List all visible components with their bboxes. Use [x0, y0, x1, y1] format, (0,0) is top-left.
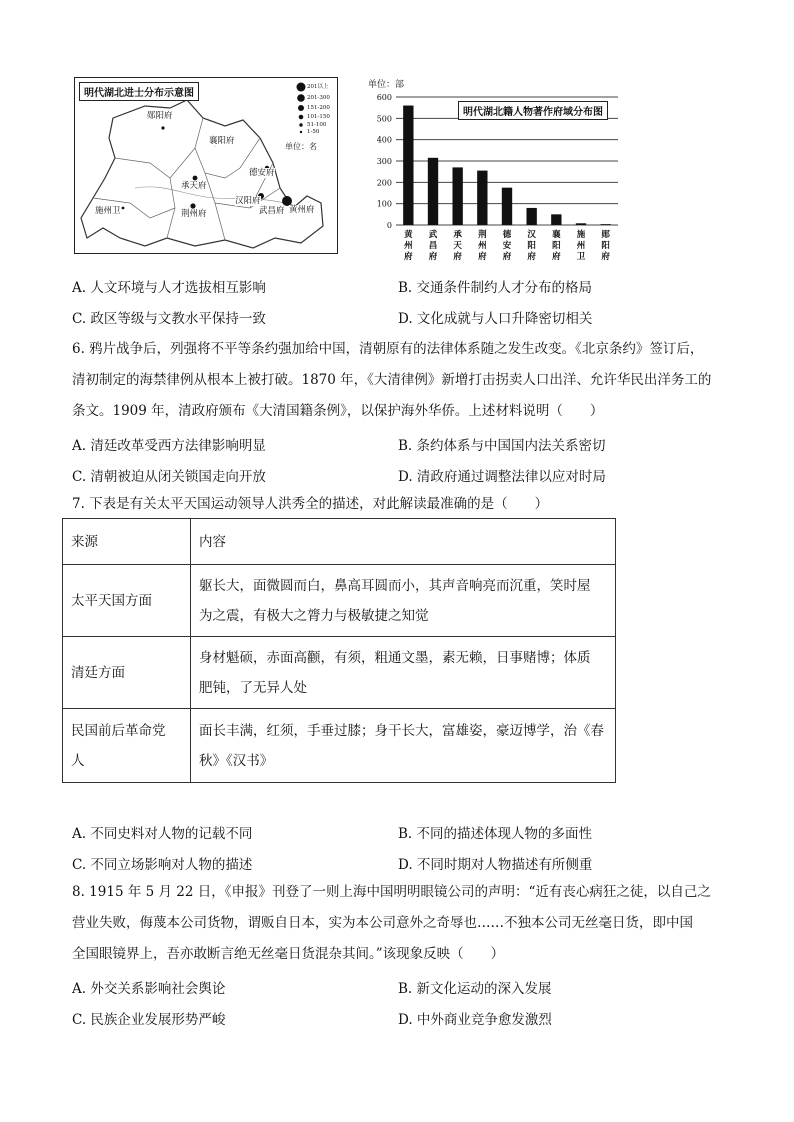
bar [428, 158, 438, 225]
x-tick-label: 州 [576, 241, 586, 251]
table-cell-line: 秋》《汉书》 [199, 752, 274, 769]
q7-option-c: C. 不同立场影响对人物的描述 [72, 857, 253, 873]
map-label-shizhou: 施州卫 [95, 206, 121, 216]
map-label-wuchang: 武昌府 [259, 206, 285, 216]
x-tick-label: 德 [502, 230, 512, 240]
x-tick-label: 府 [527, 252, 536, 262]
legend-item: 201-300 [307, 95, 330, 101]
x-tick-label: 卫 [576, 252, 586, 262]
q6-stem-line3: 条文。1909 年，清政府颁布《大清国籍条例》，以保护海外华侨。上述材料说明（ ） [72, 403, 604, 419]
table-header-content: 内容 [191, 519, 616, 565]
x-tick-label: 阳 [601, 241, 610, 251]
x-tick-label: 承 [453, 230, 462, 240]
q8-option-a: A. 外交关系影响社会舆论 [72, 981, 226, 997]
map-outline [75, 78, 337, 253]
y-tick-label: 200 [376, 178, 392, 188]
chart-title: 明代湖北籍人物著作府域分布图 [458, 101, 608, 120]
q6-stem-line1: 6. 鸦片战争后，列强将不平等条约强加给中国，清朝原有的法律体系随之发生改变。《北京条约》签订后， [72, 341, 704, 357]
q5-option-c: C. 政区等级与文教水平保持一致 [72, 311, 266, 327]
table-cell-content [191, 637, 616, 709]
q8-option-c: C. 民族企业发展形势严峻 [72, 1012, 226, 1028]
table-cell-line: 肥钝，了无异人处 [199, 679, 307, 696]
x-tick-label: 武 [428, 230, 438, 240]
legend-item: 151-200 [307, 105, 330, 111]
x-tick-label: 府 [453, 252, 462, 262]
x-tick-label: 府 [552, 252, 561, 262]
map-label-huangzhou: 黄州府 [289, 205, 315, 215]
q8-stem-line1: 8. 1915 年 5 月 22 日，《申报》刊登了一则上海中国明明眼镜公司的声明：“近有丧心病狂之徒，以自己之 [72, 884, 711, 900]
legend-item: 201以上 [307, 84, 329, 90]
table-cell-line: 身材魁硕，赤面高颧，有须，粗通文墨，素无赖，日事赌博；体质 [199, 649, 591, 666]
q8-option-d: D. 中外商业竞争愈发激烈 [398, 1012, 552, 1028]
table-header-source: 来源 [63, 519, 191, 565]
q6-option-b: B. 条约体系与中国国内法关系密切 [398, 438, 606, 454]
x-tick-label: 荆 [478, 230, 487, 240]
q7-stem: 7. 下表是有关太平天国运动领导人洪秀全的描述，对此解读最准确的是（ ） [72, 496, 549, 512]
table-cell-line: 躯长大，面微圆而白，鼻高耳圆而小，其声音响亮而沉重，笑时屋 [199, 577, 591, 594]
q5-option-d: D. 文化成就与人口升降密切相关 [398, 311, 593, 327]
map-label-dean: 德安府 [249, 168, 275, 178]
table-cell-source: 太平天国方面 [63, 565, 191, 637]
table-cell-content [191, 565, 616, 637]
map-label-hanyang: 汉阳府 [235, 196, 261, 206]
q8-stem-line3: 全国眼镜界上，吾亦敢断言绝无丝毫日货混杂其间。”该现象反映（ ） [72, 946, 505, 962]
map-label-xiangyang: 襄阳府 [209, 136, 235, 146]
map-label-jingzhou: 荆州府 [181, 209, 207, 219]
q7-option-d: D. 不同时期对人物描述有所侧重 [398, 857, 593, 873]
table-row [63, 709, 616, 783]
x-tick-label: 府 [428, 252, 438, 262]
bar [502, 188, 512, 225]
map-label-chengtian: 承天府 [181, 181, 207, 191]
x-tick-label: 郧 [601, 230, 610, 240]
works-distribution-chart [368, 75, 624, 265]
hubei-jinshi-map [74, 77, 338, 254]
x-tick-label: 府 [502, 252, 512, 262]
q8-stem-line2: 营业失败，侮蔑本公司货物，谓贩自日本，实为本公司意外之奇辱也……不独本公司无丝毫日货，即中国 [72, 915, 693, 931]
x-tick-label: 天 [453, 241, 462, 251]
table-cell-line: 为之震，有极大之膂力与极敏捷之知觉 [199, 607, 429, 624]
x-tick-label: 施 [576, 230, 586, 240]
q5-option-b: B. 交通条件制约人才分布的格局 [398, 280, 593, 296]
x-tick-label: 安 [502, 241, 512, 251]
map-unit: 单位：名 [285, 142, 317, 151]
y-tick-label: 0 [386, 221, 392, 230]
q6-option-c: C. 清朝被迫从闭关锁国走向开放 [72, 469, 266, 485]
x-tick-label: 襄 [552, 230, 561, 240]
table-cell-line: 面长丰满，红须，手垂过膝；身干长大，富雄姿，豪迈博学，治《春 [199, 722, 604, 739]
table-row [63, 637, 616, 709]
table-cell-line: 人 [71, 752, 85, 769]
x-tick-label: 黄 [404, 230, 413, 240]
legend-item: 101-150 [307, 114, 330, 120]
x-tick-label: 阳 [527, 241, 536, 251]
y-tick-label: 500 [376, 114, 392, 124]
bar [526, 208, 536, 225]
x-tick-label: 昌 [428, 241, 438, 251]
bar [576, 223, 586, 225]
table-cell-source [63, 709, 191, 783]
x-tick-label: 府 [404, 252, 413, 262]
table-row [63, 565, 616, 637]
x-tick-label: 汉 [527, 230, 536, 240]
bar [477, 171, 487, 225]
q8-option-b: B. 新文化运动的深入发展 [398, 981, 552, 997]
q6-option-a: A. 清廷改革受西方法律影响明显 [72, 438, 266, 454]
table-cell-content [191, 709, 616, 783]
bar [452, 167, 462, 225]
y-tick-label: 100 [376, 199, 392, 209]
bar [600, 224, 610, 225]
y-tick-label: 600 [376, 93, 392, 102]
x-tick-label: 州 [404, 241, 413, 251]
q7-option-a: A. 不同史料对人物的记载不同 [72, 826, 253, 842]
table-cell-line: 民国前后革命党 [71, 722, 166, 739]
y-tick-label: 400 [376, 135, 392, 145]
x-tick-label: 府 [601, 252, 610, 262]
bar [403, 106, 413, 225]
y-tick-label: 300 [376, 157, 392, 166]
q5-option-a: A. 人文环境与人才选拔相互影响 [72, 280, 266, 296]
chart-unit: 单位：部 [368, 80, 405, 90]
hong-xiuquan-table [62, 518, 616, 783]
map-label-yunyang: 郧阳府 [147, 111, 173, 121]
legend-item: 51-100 [307, 122, 327, 128]
bar [551, 214, 561, 225]
q6-stem-line2: 清初制定的海禁律例从根本上被打破。1870 年，《大清律例》新增打击拐卖人口出洋、允许华民出洋务工的 [72, 372, 712, 388]
x-tick-label: 府 [478, 252, 487, 262]
x-tick-label: 州 [478, 241, 487, 251]
map-title: 明代湖北进士分布示意图 [79, 82, 199, 101]
table-cell-source: 清廷方面 [63, 637, 191, 709]
q7-option-b: B. 不同的描述体现人物的多面性 [398, 826, 593, 842]
q6-option-d: D. 清政府通过调整法律以应对时局 [398, 469, 606, 485]
legend-item: 1-50 [307, 129, 320, 135]
x-tick-label: 阳 [552, 241, 561, 251]
table-header-row [63, 519, 616, 565]
